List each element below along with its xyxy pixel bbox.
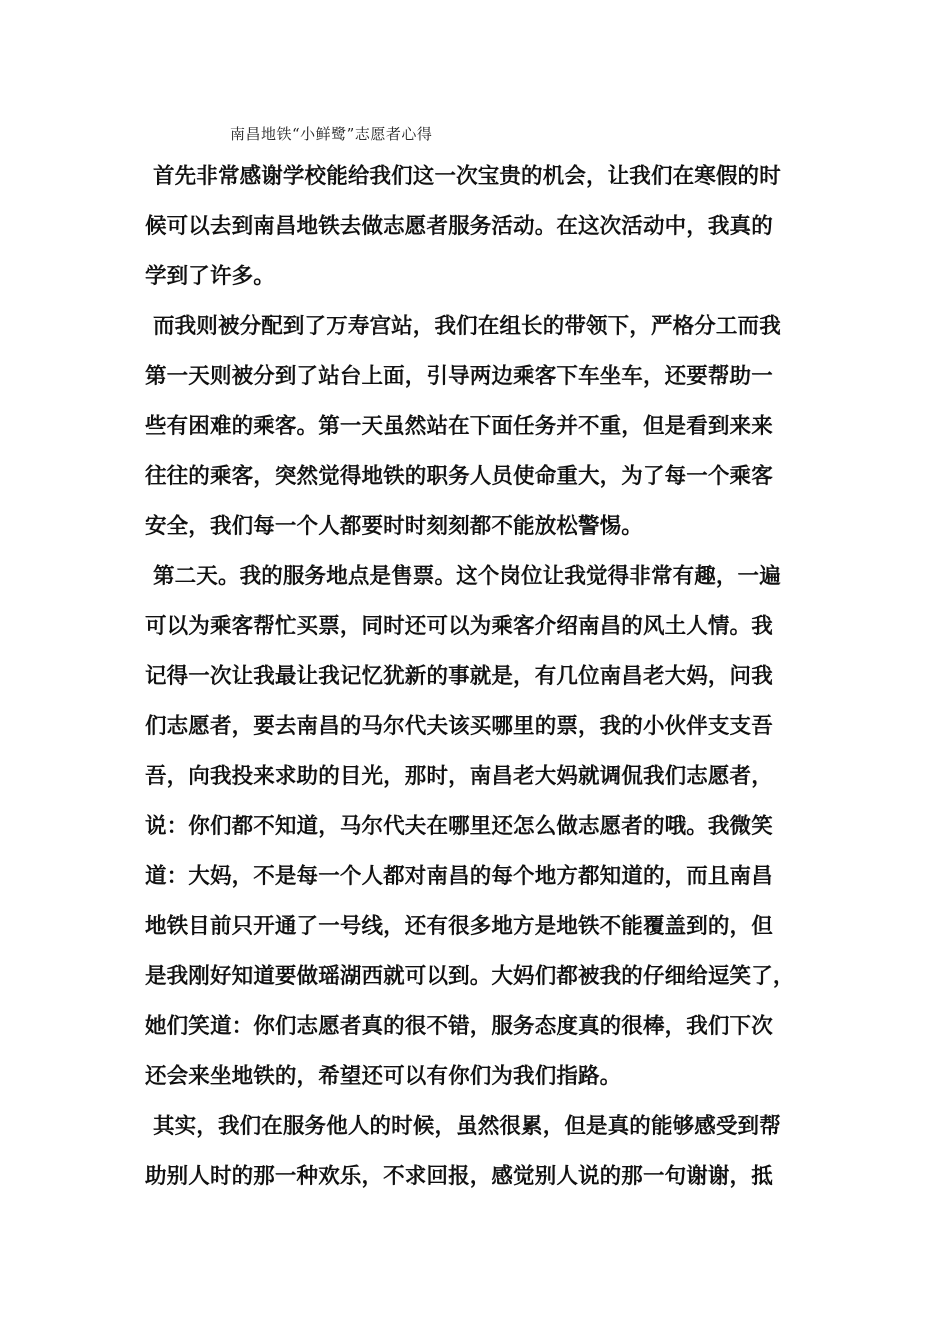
- body-line: 首先非常感谢学校能给我们这一次宝贵的机会，让我们在寒假的时: [153, 164, 781, 189]
- body-line: 第二天。我的服务地点是售票。这个岗位让我觉得非常有趣，一遍: [153, 564, 781, 589]
- body-line: 她们笑道：你们志愿者真的很不错，服务态度真的很棒，我们下次: [145, 1014, 773, 1039]
- body-line: 安全，我们每一个人都要时时刻刻都不能放松警惕。: [145, 514, 643, 539]
- body-line: 候可以去到南昌地铁去做志愿者服务活动。在这次活动中，我真的: [145, 214, 773, 239]
- document-body: [145, 152, 805, 1202]
- body-line: 吾，向我投来求助的目光，那时，南昌老大妈就调侃我们志愿者，: [145, 764, 773, 789]
- document-title: 南昌地铁“小鲜鹭”志愿者心得: [230, 125, 433, 143]
- body-line: 些有困难的乘客。第一天虽然站在下面任务并不重，但是看到来来: [145, 414, 773, 439]
- body-line: 记得一次让我最让我记忆犹新的事就是，有几位南昌老大妈，问我: [145, 664, 773, 689]
- body-line: 还会来坐地铁的，希望还可以有你们为我们指路。: [145, 1064, 622, 1089]
- body-line: 地铁目前只开通了一号线，还有很多地方是地铁不能覆盖到的，但: [145, 914, 773, 939]
- body-line: 助别人时的那一种欢乐，不求回报，感觉别人说的那一句谢谢，抵: [145, 1164, 773, 1189]
- body-line: 第一天则被分到了站台上面，引导两边乘客下车坐车，还要帮助一: [145, 364, 773, 389]
- body-line: 学到了许多。: [145, 264, 275, 289]
- body-line: 其实，我们在服务他人的时候，虽然很累，但是真的能够感受到帮: [153, 1114, 781, 1139]
- body-line: 可以为乘客帮忙买票，同时还可以为乘客介绍南昌的风土人情。我: [145, 614, 773, 639]
- body-line: 往往的乘客，突然觉得地铁的职务人员使命重大，为了每一个乘客: [145, 464, 773, 489]
- body-line: 道：大妈，不是每一个人都对南昌的每个地方都知道的，而且南昌: [145, 864, 773, 889]
- body-line: 是我刚好知道要做瑶湖西就可以到。大妈们都被我的仔细给逗笑了，: [145, 964, 795, 989]
- body-line: 而我则被分配到了万寿宫站，我们在组长的带领下，严格分工而我: [153, 314, 781, 339]
- body-line: 说：你们都不知道，马尔代夫在哪里还怎么做志愿者的哦。我微笑: [145, 814, 773, 839]
- body-line: 们志愿者，要去南昌的马尔代夫该买哪里的票，我的小伙伴支支吾: [145, 714, 773, 739]
